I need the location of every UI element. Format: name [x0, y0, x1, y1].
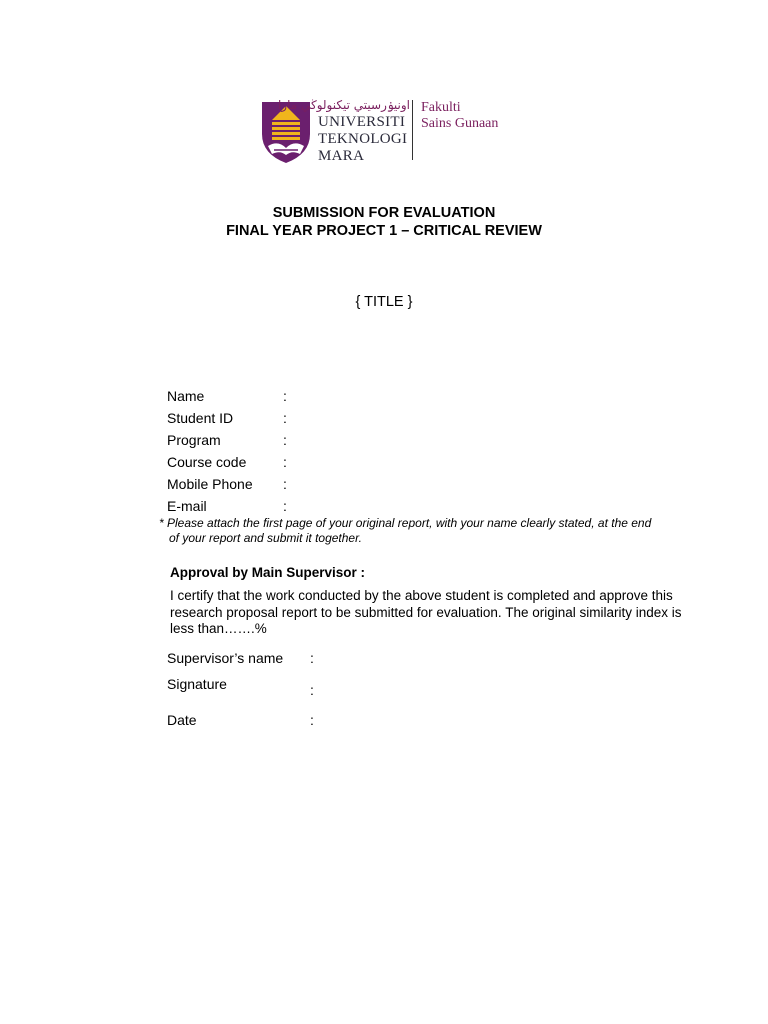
attachment-note	[159, 516, 699, 546]
uitm-logo	[258, 96, 514, 166]
field-colon: :	[283, 476, 287, 492]
signature-label: Signature	[167, 676, 227, 692]
field-colon: :	[283, 388, 287, 404]
field-label-student-id: Student ID	[167, 410, 234, 426]
field-label-course-code: Course code	[167, 454, 247, 470]
field-colon: :	[283, 432, 287, 448]
title-placeholder: { TITLE }	[355, 294, 413, 310]
approval-heading: Approval by Main Supervisor :	[170, 565, 366, 580]
note-line-1: * Please attach the first page of your original report, with your name clearly stated, at the end	[159, 516, 652, 530]
note-line-2: of your report and submit it together.	[169, 531, 362, 545]
university-line-2: TEKNOLOGI	[318, 131, 408, 147]
field-colon: :	[283, 498, 287, 514]
university-line-1: UNIVERSITI	[318, 114, 406, 130]
field-label-email: E-mail	[167, 498, 207, 514]
logo-divider	[412, 100, 413, 160]
faculty-line-2: Sains Gunaan	[421, 116, 499, 131]
field-colon: :	[283, 454, 287, 470]
field-colon: :	[283, 410, 287, 426]
faculty-line-1: Fakulti	[421, 100, 461, 115]
university-line-3: MARA	[318, 148, 365, 164]
field-colon: :	[310, 712, 314, 728]
arabic-name: اونيۏرسيتي تيكنولوڬي مارا	[277, 98, 410, 112]
certify-text: I certify that the work conducted by the above student is completed and approve this research proposal report to be submitted for evaluation. The original similarity index is less than…….%	[170, 588, 682, 636]
field-label-program: Program	[167, 432, 221, 448]
field-colon: :	[310, 650, 314, 666]
field-colon: :	[310, 682, 314, 698]
field-label-mobile-phone: Mobile Phone	[167, 476, 253, 492]
field-label-name: Name	[167, 388, 205, 404]
heading-line-2: FINAL YEAR PROJECT 1 – CRITICAL REVIEW	[226, 223, 542, 239]
supervisor-name-label: Supervisor’s name	[167, 650, 284, 666]
heading-line-1: SUBMISSION FOR EVALUATION	[272, 205, 496, 221]
date-label: Date	[167, 712, 197, 728]
